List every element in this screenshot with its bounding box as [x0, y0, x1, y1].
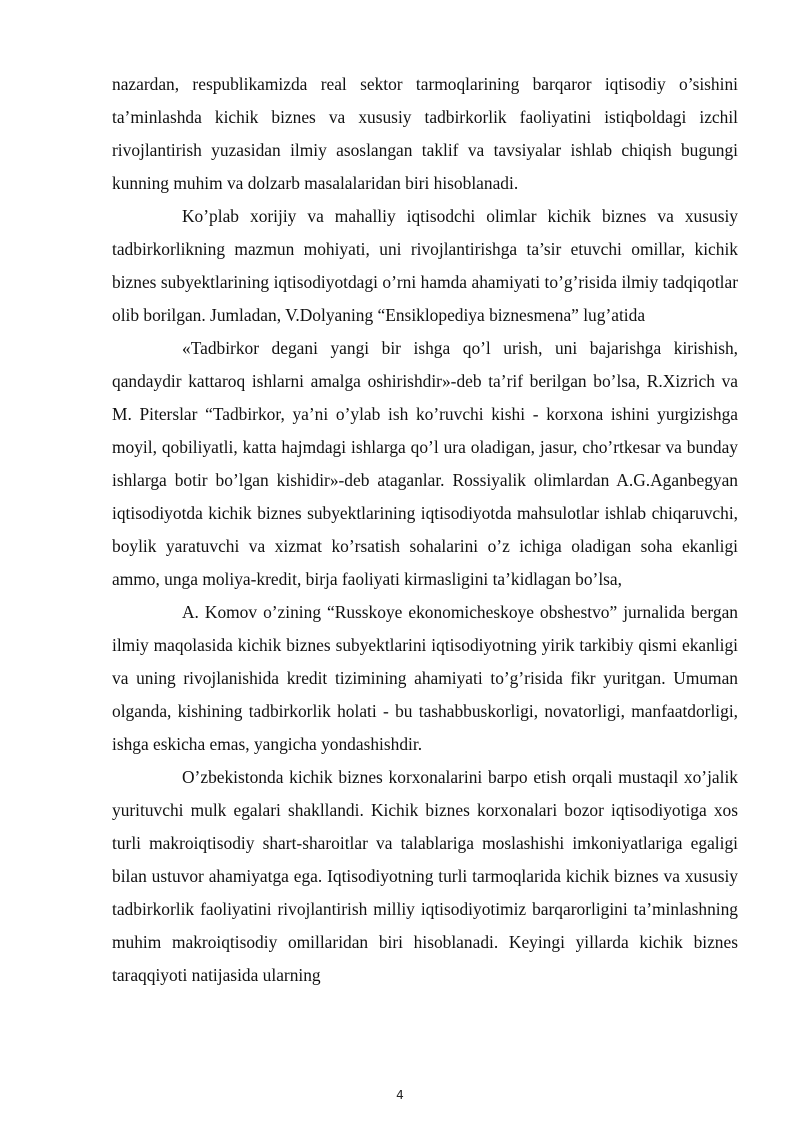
paragraph-2: Ko’plab xorijiy va mahalliy iqtisodchi olimlar kichik biznes va xususiy tadbirkorlikning mazmun mohiyati, uni rivojlantirishga ta’sir etuvchi omillar, kichik biznes subyektlarining iqtisodiyotdagi o’rni hamda ahamiyati to’g’risida ilmiy tadqiqotlar olib borilgan. Jumladan, V.Dolyaning “Ensiklopediya biznesmena” lug’atida: [112, 206, 738, 325]
paragraph-3: «Tadbirkor degani yangi bir ishga qo’l urish, uni bajarishga kirishish, qandaydir kattaroq ishlarni amalga oshirishdir»-deb ta’rif berilgan bo’lsa, R.Xizrich va M. Piterslar “Tadbirkor, ya’ni o’ylab ish ko’ruvchi kishi - korxona ishini yurgizishga moyil, qobiliyatli, katta hajmdagi ishlarga qo’l ura oladigan, jasur, cho’rtkesar va bunday ishlarga botir bo’lgan kishidir»-deb ataganlar. Rossiyalik olimlardan A.G.Aganbegyan iqtisodiyotda kichik biznes subyektlarining iqtisodiyotda mahsulotlar ishlab chiqaruvchi, boylik yaratuvchi va xizmat ko’rsatish sohalarini o’z ichiga oladigan soha ekanligi ammo, unga moliya-kredit, birja faoliyati kirmasligini ta’kidlagan bo’lsa,: [112, 338, 738, 589]
paragraph-4: A. Komov o’zining “Russkoye ekonomicheskoye obshestvo” jurnalida bergan ilmiy maqolasida kichik biznes subyektlarini iqtisodiyotning yirik tarkibiy qismi ekanligi va uning rivojlanishida kredit tizimining ahamiyati to’g’risida fikr yuritgan. Umuman olganda, kishining tadbirkorlik holati - bu tashabbuskorligi, novatorligi, manfaatdorligi, ishga eskicha emas, yangicha yondashishdir.: [112, 602, 738, 754]
paragraph-1: nazardan, respublikamizda real sektor tarmoqlarining barqaror iqtisodiy o’sishini ta’minlashda kichik biznes va xususiy tadbirkorlik faoliyatini istiqboldagi izchil rivojlantirish yuzasidan ilmiy asoslangan taklif va tavsiyalar ishlab chiqish bugungi kunning muhim va dolzarb masalalaridan biri hisoblanadi.: [112, 74, 738, 193]
document-page: [112, 68, 738, 992]
page-number: 4: [396, 1088, 404, 1102]
paragraph-5: O’zbekistonda kichik biznes korxonalarini barpo etish orqali mustaqil xo’jalik yurituvchi mulk egalari shakllandi. Kichik biznes korxonalari bozor iqtisodiyotiga xos turli makroiqtisodiy shart-sharoitlar va talablariga moslashishi imkoniyatlariga egaligi bilan ustuvor ahamiyatga ega. Iqtisodiyotning turli tarmoqlarida kichik biznes va xususiy tadbirkorlik faoliyatini rivojlantirish milliy iqtisodiyotimiz barqarorligini ta’minlashning muhim makroiqtisodiy omillaridan biri hisoblanadi. Keyingi yillarda kichik biznes taraqqiyoti natijasida ularning: [112, 767, 738, 985]
